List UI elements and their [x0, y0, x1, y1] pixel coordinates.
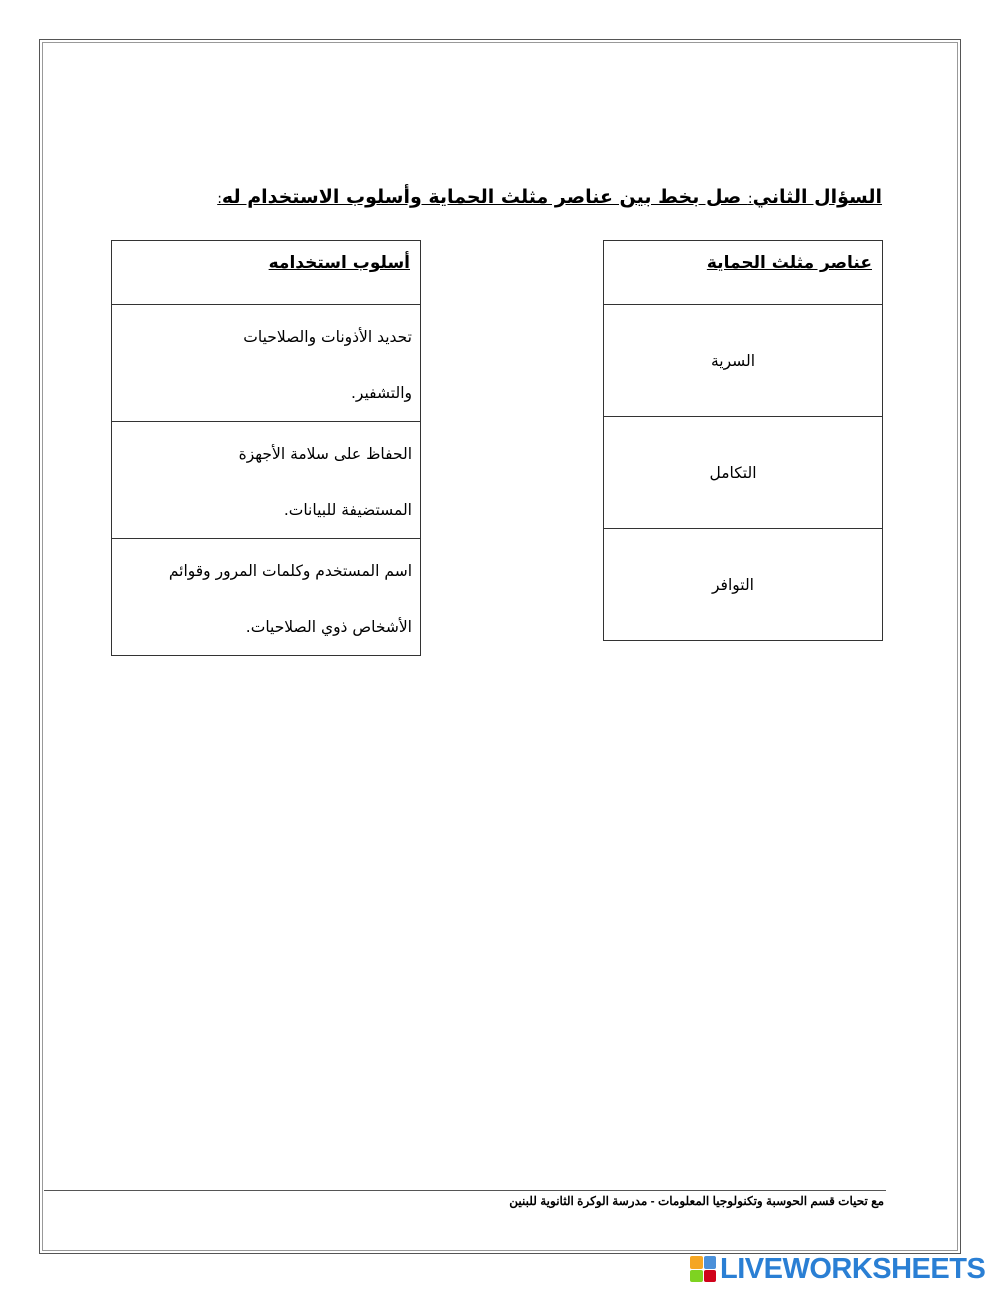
- element-item[interactable]: التوافر: [712, 576, 754, 594]
- usage-cell: [112, 422, 421, 539]
- brand-name: LIVEWORKSHEETS: [720, 1252, 986, 1285]
- question-text: صل بخط بين عناصر مثلث الحماية وأسلوب الاستخدام له: [221, 186, 748, 208]
- elements-header: عناصر مثلث الحماية: [706, 253, 872, 273]
- elements-table: [603, 240, 883, 641]
- usage-line: الأشخاص ذوي الصلاحيات.: [245, 618, 412, 636]
- usage-cell: [112, 539, 421, 656]
- usage-line: والتشفير.: [350, 384, 412, 402]
- usage-line: اسم المستخدم وكلمات المرور وقوائم: [168, 562, 412, 580]
- element-cell: [604, 529, 883, 641]
- question-label: السؤال الثاني: [752, 186, 882, 208]
- brand-watermark: [690, 1254, 985, 1284]
- logo-square: [704, 1270, 717, 1283]
- usage-table: [111, 240, 421, 656]
- logo-square: [690, 1270, 703, 1283]
- usage-item[interactable]: [112, 305, 420, 421]
- logo-square: [690, 1256, 703, 1269]
- elements-header-cell: [604, 241, 883, 305]
- footer-divider: [44, 1190, 886, 1191]
- logo-square: [704, 1256, 717, 1269]
- element-item[interactable]: السرية: [710, 352, 756, 370]
- usage-line: المستضيفة للبيانات.: [283, 501, 412, 519]
- element-cell: [604, 417, 883, 529]
- question-title: [217, 186, 882, 208]
- usage-cell: [112, 305, 421, 422]
- usage-line: تحديد الأذونات والصلاحيات: [243, 328, 412, 346]
- question-end: :: [217, 191, 222, 207]
- usage-header: أسلوب استخدامه: [268, 253, 410, 273]
- brand-logo-icon: [690, 1256, 716, 1282]
- element-item[interactable]: التكامل: [709, 464, 757, 482]
- element-cell: [604, 305, 883, 417]
- usage-header-cell: [112, 241, 421, 305]
- usage-item[interactable]: [112, 422, 420, 538]
- usage-line: الحفاظ على سلامة الأجهزة: [238, 445, 412, 463]
- usage-item[interactable]: [112, 539, 420, 655]
- footer-credit: مع تحيات قسم الحوسبة وتكنولوجيا المعلومات - مدرسة الوكرة الثانوية للبنين: [509, 1194, 884, 1208]
- question-separator: :: [747, 191, 753, 207]
